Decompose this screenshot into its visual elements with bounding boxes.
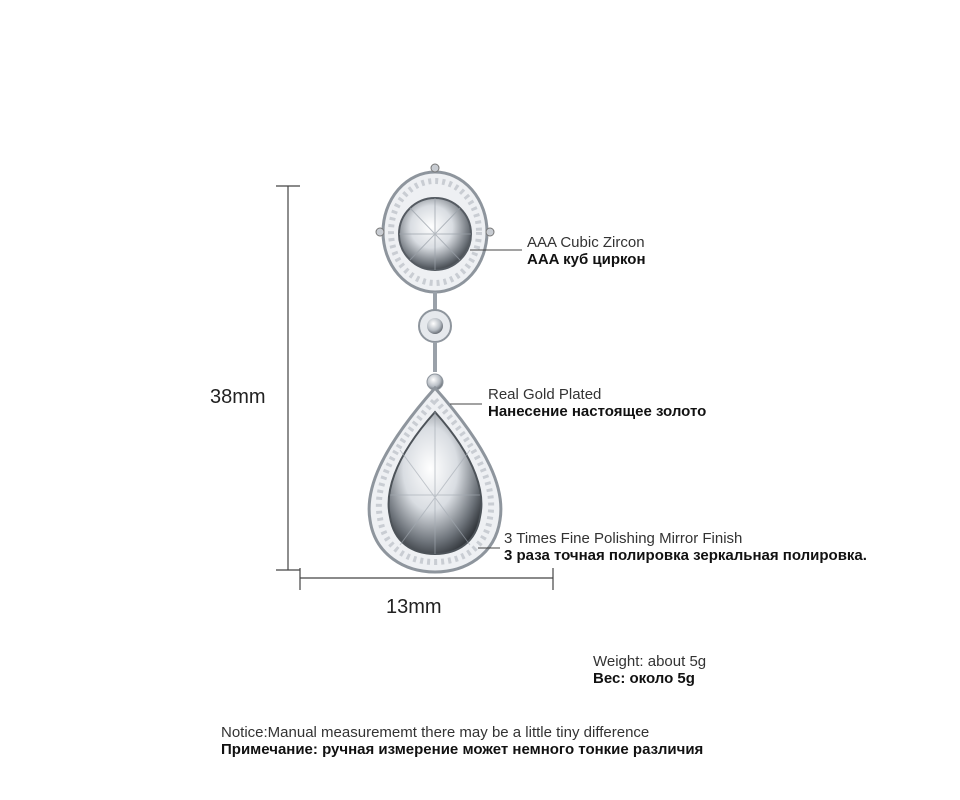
weight-ru: Вес: около 5g: [593, 670, 695, 687]
label-polish-ru: 3 раза точная полировка зеркальная полировка.: [504, 547, 867, 564]
notice: [221, 724, 703, 758]
notice-ru: Примечание: ручная измерение может немного тонкие различия: [221, 741, 704, 758]
label-zircon-en: AAA Cubic Zircon: [527, 234, 645, 251]
label-polish-en: 3 Times Fine Polishing Mirror Finish: [504, 530, 743, 547]
label-gold: [488, 386, 706, 420]
label-zircon-ru: AAA куб циркон: [527, 251, 646, 268]
weight-info: [593, 653, 706, 687]
label-polish: [504, 530, 867, 564]
height-dimension: 38mm: [210, 386, 266, 408]
notice-en: Notice:Manual measurememt there may be a little tiny difference: [221, 724, 650, 741]
width-dimension: 13mm: [386, 596, 442, 618]
label-gold-en: Real Gold Plated: [488, 386, 602, 403]
label-gold-ru: Нанесение настоящее золото: [488, 403, 707, 420]
label-zircon: [527, 234, 646, 268]
weight-en: Weight: about 5g: [593, 653, 707, 670]
